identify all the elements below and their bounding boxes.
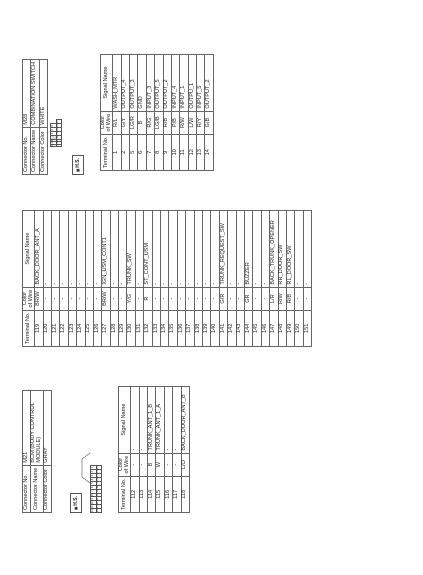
pin-cell: 5 xyxy=(51,128,57,132)
signal-name: - xyxy=(253,210,261,287)
table-row xyxy=(261,210,269,346)
terminal-number: 112 xyxy=(131,476,139,512)
pin-cell: 7 xyxy=(91,489,97,493)
pin-cell: 21 xyxy=(96,497,102,501)
wire-color: - xyxy=(303,287,311,310)
pin-cell: 14 xyxy=(56,120,62,124)
table-row xyxy=(35,210,43,346)
m21-continued-table xyxy=(22,210,312,347)
table-row xyxy=(228,210,236,346)
signal-name: - xyxy=(161,210,169,287)
table-row xyxy=(164,386,172,512)
signal-name: ST_CONT_USM xyxy=(144,210,152,287)
terminal-number: 139 xyxy=(203,310,211,346)
terminal-number: 146 xyxy=(261,310,269,346)
signal-name: - xyxy=(119,210,127,287)
terminal-number: 10 xyxy=(171,134,179,170)
info-value: GRAY xyxy=(43,390,51,465)
terminal-number: 148 xyxy=(278,310,286,346)
terminal-number: 5 xyxy=(129,134,137,170)
m21-continued-table-wrap xyxy=(22,210,312,347)
m21-info-table xyxy=(22,390,52,513)
terminal-number: 123 xyxy=(68,310,76,346)
pin-cell: 8 xyxy=(56,142,62,144)
table-row xyxy=(155,54,163,170)
terminal-number: 144 xyxy=(244,310,252,346)
info-label: Connector No. xyxy=(23,127,31,174)
info-label: Connector Name xyxy=(31,465,43,512)
terminal-number: 132 xyxy=(144,310,152,346)
table-row xyxy=(139,386,147,512)
pin-cell: 5 xyxy=(91,481,97,485)
signal-name: - xyxy=(295,210,303,287)
m28-pin-grid xyxy=(50,119,62,147)
wire-color: B xyxy=(138,111,146,134)
signal-name: BACK_DOOR_ANT_B xyxy=(181,386,189,453)
table-row xyxy=(286,210,294,346)
wire-color: R xyxy=(144,287,152,310)
signal-name: - xyxy=(303,210,311,287)
signal-name: INPUT_3 xyxy=(146,54,154,111)
terminal-number: 14 xyxy=(205,134,213,170)
pin-cell: 3 xyxy=(91,474,97,478)
table-row xyxy=(177,210,185,346)
terminal-number: 114 xyxy=(147,476,155,512)
info-row xyxy=(31,390,43,512)
table-row xyxy=(43,210,51,346)
table-row xyxy=(93,210,101,346)
pin-cell: 10 xyxy=(56,135,62,139)
pin-cell: 24 xyxy=(96,509,102,513)
wire-color: - xyxy=(93,287,101,310)
table-row xyxy=(303,210,311,346)
terminal-number: 124 xyxy=(77,310,85,346)
table-row xyxy=(119,210,127,346)
table-row xyxy=(253,210,261,346)
wire-color: LG/R xyxy=(129,111,137,134)
terminal-number: 121 xyxy=(51,310,59,346)
table-row xyxy=(295,210,303,346)
info-label: Connector No. xyxy=(23,465,31,512)
table-row xyxy=(68,210,76,346)
pin-cell: 8 xyxy=(91,493,97,497)
col-wire-color: Color of Wire xyxy=(119,453,131,476)
signal-name: INPUT_5 xyxy=(197,54,205,111)
signal-name: - xyxy=(228,210,236,287)
terminal-number: 135 xyxy=(169,310,177,346)
terminal-number: 119 xyxy=(35,310,43,346)
wire-color: - xyxy=(261,287,269,310)
table-row xyxy=(197,54,205,170)
table-row xyxy=(180,54,188,170)
terminal-number: 1 xyxy=(113,134,121,170)
col-signal-name: Signal Name xyxy=(23,210,35,287)
pin-cell: 4 xyxy=(91,477,97,481)
terminal-number: 145 xyxy=(253,310,261,346)
table-row xyxy=(244,210,252,346)
col-wire-color: Color of Wire xyxy=(23,287,35,310)
table-row xyxy=(186,210,194,346)
signal-name: - xyxy=(211,210,219,287)
m28-connector-info xyxy=(22,59,48,175)
table-row xyxy=(146,54,154,170)
table-row xyxy=(169,210,177,346)
table-row xyxy=(181,386,189,512)
wire-color: R/B xyxy=(163,111,171,134)
signal-name: - xyxy=(68,210,76,287)
wire-color: - xyxy=(161,287,169,310)
m28-terminal-table-wrap xyxy=(100,54,214,171)
pin-cell: 15 xyxy=(96,474,102,478)
table-row xyxy=(102,210,110,346)
terminal-number: 7 xyxy=(146,134,154,170)
pin-row xyxy=(56,120,62,147)
signal-name: RL_DOOR_SW xyxy=(286,210,294,287)
table-row xyxy=(138,54,146,170)
wire-color: - xyxy=(119,287,127,310)
col-signal-name: Signal Name xyxy=(119,386,131,453)
table-row xyxy=(144,210,152,346)
info-row xyxy=(31,60,39,175)
table-row xyxy=(135,210,143,346)
signal-name: - xyxy=(261,210,269,287)
pin-cell: 12 xyxy=(56,128,62,132)
table-row xyxy=(152,210,160,346)
m28-hs-icon: ▣ H.S. xyxy=(72,155,84,175)
signal-name: RR_DOOR_SW xyxy=(278,210,286,287)
wire-color: - xyxy=(295,287,303,310)
wire-color: - xyxy=(169,287,177,310)
signal-name: - xyxy=(236,210,244,287)
signal-name: BUZZER xyxy=(244,210,252,287)
terminal-number: 8 xyxy=(155,134,163,170)
info-value: COMBINATION SWITCH xyxy=(31,60,39,128)
info-value: M28 xyxy=(23,60,31,128)
signal-name: - xyxy=(51,210,59,287)
pin-row xyxy=(96,466,102,513)
signal-name: TRUNK_SW xyxy=(127,210,135,287)
table-row xyxy=(163,54,171,170)
pin-cell: 6 xyxy=(51,124,57,128)
signal-name: - xyxy=(85,210,93,287)
signal-name: - xyxy=(60,210,68,287)
terminal-number: 131 xyxy=(135,310,143,346)
table-row xyxy=(188,54,196,170)
m21-hs-icon: ▣ H.S. xyxy=(70,493,82,513)
wire-color: - xyxy=(211,287,219,310)
signal-name: - xyxy=(173,386,181,453)
wire-color: G/Y xyxy=(121,111,129,134)
wire-color: G/R xyxy=(219,287,227,310)
terminal-number: 137 xyxy=(186,310,194,346)
wire-color: - xyxy=(173,453,181,476)
signal-name: - xyxy=(77,210,85,287)
wire-color: P/B xyxy=(171,111,179,134)
terminal-number: 134 xyxy=(161,310,169,346)
wire-color: R/B xyxy=(286,287,294,310)
pin-cell: 20 xyxy=(96,493,102,497)
info-label: Connector Color xyxy=(43,465,51,512)
wire-color: - xyxy=(152,287,160,310)
wire-color: - xyxy=(68,287,76,310)
info-row xyxy=(39,60,47,175)
info-label: Connector Color xyxy=(39,127,47,174)
info-value: WHITE xyxy=(39,60,47,128)
signal-name: - xyxy=(131,386,139,453)
table-row xyxy=(173,386,181,512)
signal-name: - xyxy=(203,210,211,287)
wire-color: L/O xyxy=(181,453,189,476)
pin-cell: 18 xyxy=(96,485,102,489)
pin-cell: 22 xyxy=(96,501,102,505)
wire-color: L/W xyxy=(188,111,196,134)
table-row xyxy=(270,210,278,346)
wire-color: - xyxy=(194,287,202,310)
table-row xyxy=(203,210,211,346)
table-row xyxy=(131,386,139,512)
terminal-number: 113 xyxy=(139,476,147,512)
terminal-number: 130 xyxy=(127,310,135,346)
terminal-number: 11 xyxy=(180,134,188,170)
signal-name: GND xyxy=(138,54,146,111)
pin-cell: 2 xyxy=(91,470,97,474)
wire-color: - xyxy=(228,287,236,310)
terminal-number: 6 xyxy=(138,134,146,170)
terminal-number: 151 xyxy=(303,310,311,346)
wire-color: BR/W xyxy=(35,287,43,310)
signal-name: - xyxy=(152,210,160,287)
info-row xyxy=(23,60,31,175)
signal-name: INPUT_1 xyxy=(180,54,188,111)
wire-color: - xyxy=(135,287,143,310)
wire-color: B xyxy=(147,453,155,476)
wire-color: - xyxy=(43,287,51,310)
table-row xyxy=(171,54,179,170)
signal-name: WASH_MTR xyxy=(113,54,121,111)
wire-color: W xyxy=(156,453,164,476)
pin-cell: 4 xyxy=(51,132,57,136)
pin-cell: 13 xyxy=(96,466,102,470)
wire-color: - xyxy=(60,287,68,310)
terminal-number: 140 xyxy=(211,310,219,346)
wire-color: L/R xyxy=(270,287,278,310)
terminal-number: 117 xyxy=(173,476,181,512)
col-terminal-no: Terminal No. xyxy=(119,476,131,512)
terminal-number: 129 xyxy=(119,310,127,346)
signal-name: BACK_TRUNK_OPENER xyxy=(270,210,278,287)
wire-color: - xyxy=(177,287,185,310)
pin-cell: 11 xyxy=(91,505,97,509)
terminal-number: 2 xyxy=(121,134,129,170)
signal-name: - xyxy=(194,210,202,287)
signal-name: TRUNK_ANT_1_B xyxy=(147,386,155,453)
m21-terminal-table xyxy=(118,386,190,513)
wire-color: - xyxy=(186,287,194,310)
pin-cell: 9 xyxy=(56,139,62,141)
pin-cell: 12 xyxy=(91,509,97,513)
terminal-number: 149 xyxy=(286,310,294,346)
info-label: Connector Name xyxy=(31,127,39,174)
table-row xyxy=(219,210,227,346)
wire-color: R/Y xyxy=(197,111,205,134)
table-row xyxy=(205,54,213,170)
table-row xyxy=(129,54,137,170)
terminal-number: 143 xyxy=(236,310,244,346)
signal-name: TRUNK_ANT_1_A xyxy=(156,386,164,453)
signal-name: - xyxy=(93,210,101,287)
pin-cell: 19 xyxy=(96,489,102,493)
pin-cell: 3 xyxy=(51,139,57,141)
signal-name: OUTPUT_5 xyxy=(155,54,163,111)
wire-color: - xyxy=(164,453,172,476)
table-row xyxy=(147,386,155,512)
wire-color: Y/G xyxy=(127,287,135,310)
m28-terminal-table xyxy=(100,54,214,171)
terminal-number: 125 xyxy=(85,310,93,346)
pin-cell: 1 xyxy=(91,466,97,470)
table-row xyxy=(77,210,85,346)
wire-color: G/B xyxy=(205,111,213,134)
terminal-number: 118 xyxy=(181,476,189,512)
signal-name: - xyxy=(135,210,143,287)
table-row xyxy=(121,54,129,170)
wire-color: R/G xyxy=(146,111,154,134)
table-row xyxy=(127,210,135,346)
signal-name: TRUNK_REQUEST_SW xyxy=(219,210,227,287)
wire-color: LG/B xyxy=(155,111,163,134)
pin-cell: 11 xyxy=(56,132,62,136)
signal-name: - xyxy=(139,386,147,453)
signal-name: IGN_USM_CONT1 xyxy=(102,210,110,287)
terminal-number: 9 xyxy=(163,134,171,170)
terminal-number: 122 xyxy=(60,310,68,346)
pin-cell: 2 xyxy=(51,142,57,144)
terminal-number: 120 xyxy=(43,310,51,346)
table-row xyxy=(110,210,118,346)
wire-color: BR/W xyxy=(102,287,110,310)
pin-cell: 23 xyxy=(96,505,102,509)
wire-color: - xyxy=(77,287,85,310)
signal-name: - xyxy=(177,210,185,287)
info-row xyxy=(43,390,51,512)
table-row xyxy=(60,210,68,346)
col-terminal-no: Terminal No. xyxy=(101,134,113,170)
signal-name: - xyxy=(164,386,172,453)
signal-name: - xyxy=(43,210,51,287)
terminal-number: 126 xyxy=(93,310,101,346)
terminal-number: 133 xyxy=(152,310,160,346)
wire-color: R/W xyxy=(278,287,286,310)
wire-color: - xyxy=(139,453,147,476)
pin-cell: 13 xyxy=(56,124,62,128)
wire-color: R/W xyxy=(180,111,188,134)
signal-name: OUTPU_1 xyxy=(188,54,196,111)
wire-color: - xyxy=(85,287,93,310)
m21-pin-grid xyxy=(90,465,102,513)
table-row xyxy=(51,210,59,346)
pin-cell: 10 xyxy=(91,501,97,505)
wire-color: - xyxy=(253,287,261,310)
pin-cell: 17 xyxy=(96,481,102,485)
table-row xyxy=(113,54,121,170)
table-row xyxy=(156,386,164,512)
m21-connector-info xyxy=(22,390,52,513)
wire-color: - xyxy=(203,287,211,310)
wire-color: - xyxy=(236,287,244,310)
pin-cell: 9 xyxy=(91,497,97,501)
terminal-number: 13 xyxy=(197,134,205,170)
terminal-number: 128 xyxy=(110,310,118,346)
signal-name: - xyxy=(169,210,177,287)
wire-color: - xyxy=(51,287,59,310)
wire-color: - xyxy=(131,453,139,476)
table-row xyxy=(278,210,286,346)
terminal-number: 150 xyxy=(295,310,303,346)
signal-name: BACK_DOOR_ANT_A xyxy=(35,210,43,287)
signal-name: - xyxy=(110,210,118,287)
signal-name: OUTPUT_2 xyxy=(205,54,213,111)
col-wire-color: Color of Wire xyxy=(101,111,113,134)
wire-color: - xyxy=(110,287,118,310)
terminal-number: 136 xyxy=(177,310,185,346)
info-value: M21 xyxy=(23,390,31,465)
col-signal-name: Signal Name xyxy=(101,54,113,111)
terminal-number: 115 xyxy=(156,476,164,512)
table-row xyxy=(85,210,93,346)
m21-terminal-table-wrap xyxy=(118,386,190,513)
terminal-number: 12 xyxy=(188,134,196,170)
signal-name: OUTPUT_3 xyxy=(129,54,137,111)
terminal-number: 116 xyxy=(164,476,172,512)
terminal-number: 142 xyxy=(228,310,236,346)
wire-color: GR xyxy=(244,287,252,310)
col-terminal-no: Terminal No. xyxy=(23,310,35,346)
terminal-number: 138 xyxy=(194,310,202,346)
pin-cell: 1 xyxy=(51,144,57,146)
terminal-number: 147 xyxy=(270,310,278,346)
signal-name: INPUT_4 xyxy=(171,54,179,111)
pin-cell: 7 xyxy=(56,144,62,146)
signal-name: OUTPUT_4 xyxy=(121,54,129,111)
pin-cell: 6 xyxy=(91,485,97,489)
wire-color: R/L xyxy=(113,111,121,134)
table-row xyxy=(236,210,244,346)
signal-name: - xyxy=(186,210,194,287)
table-row xyxy=(161,210,169,346)
signal-name: OUTPUT_2 xyxy=(163,54,171,111)
table-row xyxy=(194,210,202,346)
terminal-number: 127 xyxy=(102,310,110,346)
info-value: BCM (BODY CONTROL MODULE) xyxy=(31,390,43,465)
m28-info-table xyxy=(22,59,48,175)
terminal-number: 141 xyxy=(219,310,227,346)
pin-cell: 16 xyxy=(96,477,102,481)
pin-cell: 14 xyxy=(96,470,102,474)
table-row xyxy=(211,210,219,346)
